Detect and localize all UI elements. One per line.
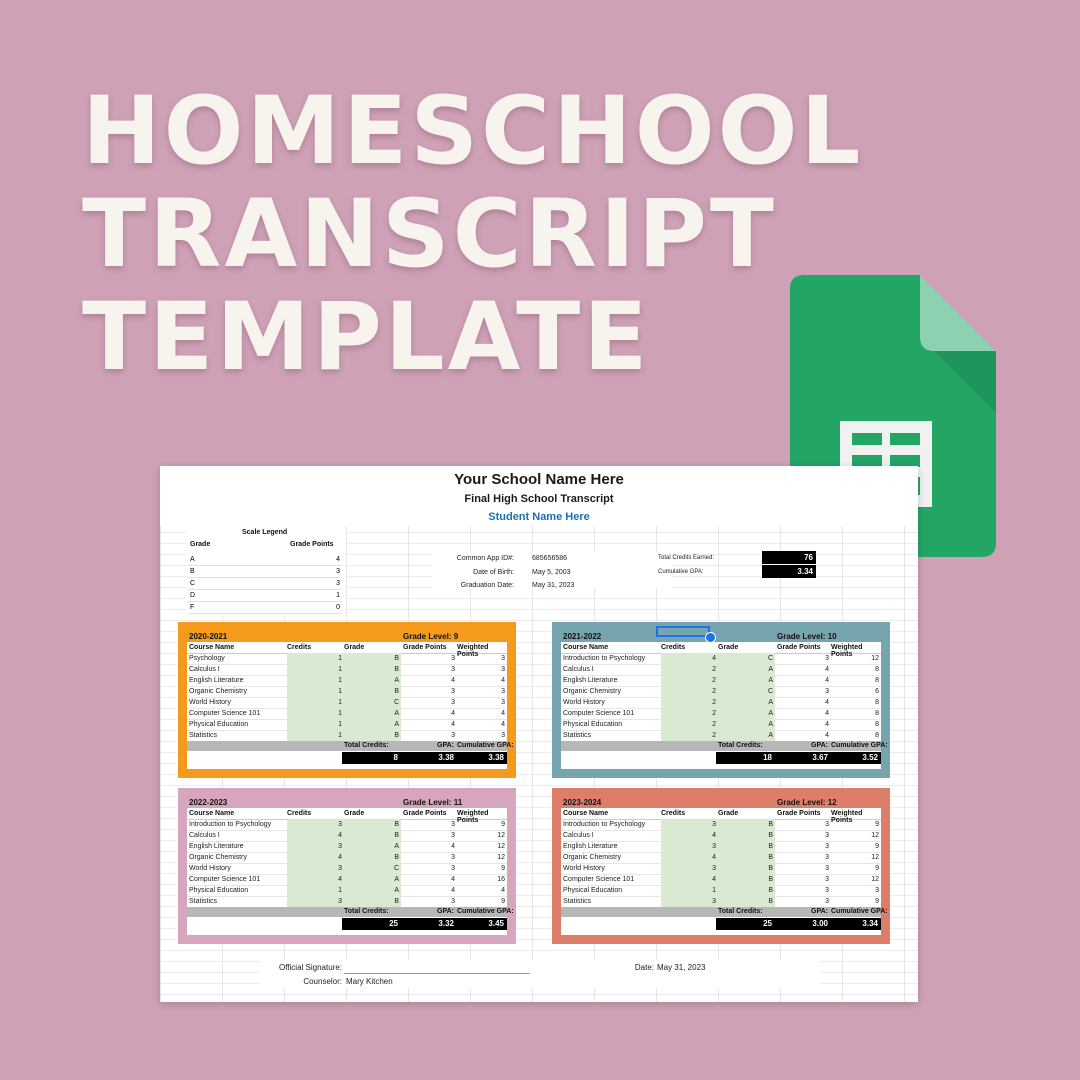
legend-grade: D [190,592,196,599]
course-grade-points: 4 [451,843,455,850]
course-weighted-points: 12 [871,876,879,883]
course-weighted-points: 4 [501,721,505,728]
course-grade[interactable]: B [344,819,401,830]
school-year[interactable]: 2022-2023 [189,798,228,807]
course-grade-points: 3 [451,854,455,861]
spreadsheet [160,466,918,1002]
total-credits-value: 25 [389,919,398,928]
course-weighted-points: 4 [501,710,505,717]
gpa-value: 3.00 [812,919,828,928]
course-grade[interactable]: C [718,653,775,664]
course-weighted-points: 8 [875,699,879,706]
course-credits[interactable]: 3 [287,863,344,874]
course-grade-points: 4 [451,876,455,883]
course-grade[interactable]: B [718,830,775,841]
grade-header: Grade [718,644,739,651]
course-weighted-points: 8 [875,721,879,728]
course-credits[interactable]: 4 [661,653,718,664]
course-weighted-points: 3 [501,732,505,739]
course-grade-points: 4 [825,710,829,717]
grade-level[interactable]: Grade Level: 10 [777,632,837,641]
course-name[interactable]: Calculus I [563,666,594,673]
course-name[interactable]: Statistics [189,732,218,739]
course-grade-points: 3 [825,898,829,905]
course-credits[interactable]: 1 [661,885,718,896]
course-name[interactable]: English Literature [189,843,244,850]
course-credits[interactable]: 1 [287,664,344,675]
date-label: Date: [634,963,654,972]
counselor-label: Counselor: [303,977,342,986]
gpa-value: 3.67 [812,753,828,762]
course-name[interactable]: World History [563,865,605,872]
legend-title: Scale Legend [242,529,288,536]
course-weighted-points: 12 [871,655,879,662]
course-name[interactable]: World History [189,865,231,872]
legend-grade-header: Grade [190,541,211,548]
cumulative-gpa-value[interactable]: 3.34 [762,565,816,578]
course-credits[interactable]: 4 [661,874,718,885]
totals-values [716,918,881,930]
course-credits[interactable]: 2 [661,719,718,730]
course-grade[interactable]: B [718,874,775,885]
totals-values [342,752,507,764]
course-grade-points: 3 [825,876,829,883]
course-grade-points: 3 [451,865,455,872]
total-credits-label: Total Credits: [344,742,389,749]
course-weighted-points: 4 [501,887,505,894]
course-name[interactable]: World History [563,699,605,706]
course-name[interactable]: Computer Science 101 [189,710,261,717]
grade-level[interactable]: Grade Level: 11 [403,798,463,807]
course-credits[interactable]: 3 [287,841,344,852]
course-weighted-points: 9 [875,843,879,850]
course-grade-points: 4 [451,710,455,717]
course-weighted-points: 9 [501,865,505,872]
school-year[interactable]: 2020-2021 [189,632,228,641]
gpa-label: GPA: [437,908,454,915]
course-grade-points: 3 [825,865,829,872]
course-credits[interactable]: 3 [661,819,718,830]
legend-grade: C [190,580,196,587]
course-grade[interactable]: A [344,675,401,686]
course-credits[interactable]: 1 [287,730,344,741]
course-weighted-points: 8 [875,677,879,684]
headline [82,77,864,392]
legend-row [188,602,342,614]
course-grade-points: 4 [825,666,829,673]
cumulative-gpa-label: Cumulative GPA: [457,908,514,915]
course-weighted-points: 3 [501,688,505,695]
course-weighted-points: 6 [875,688,879,695]
signature-line[interactable] [344,973,530,974]
course-grade[interactable]: A [344,708,401,719]
year-block-2021-2022 [552,622,890,778]
course-name-header: Course Name [189,810,235,817]
course-weighted-points: 3 [501,655,505,662]
course-grade[interactable]: A [344,874,401,885]
course-credits[interactable]: 2 [661,697,718,708]
totals-values [716,752,881,764]
course-name[interactable]: Calculus I [563,832,594,839]
course-grade-points: 3 [825,832,829,839]
course-grade[interactable]: C [344,697,401,708]
legend-points-header: Grade Points [290,541,334,548]
legend-row [188,578,342,590]
course-weighted-points: 9 [875,821,879,828]
course-grade[interactable]: B [344,896,401,907]
graduation-value[interactable]: May 31, 2023 [532,582,575,589]
course-name[interactable]: Statistics [189,898,218,905]
course-grade-points: 3 [451,688,455,695]
course-credits[interactable]: 3 [287,896,344,907]
course-name[interactable]: Computer Science 101 [563,876,635,883]
total-credits-value: 18 [763,753,772,762]
course-grade[interactable]: A [718,708,775,719]
legend-row [188,554,342,566]
totals-values [342,918,507,930]
course-name[interactable]: English Literature [189,677,244,684]
course-credits[interactable]: 4 [661,852,718,863]
course-grade[interactable]: A [344,719,401,730]
total-credits-label: Total Credits: [344,908,389,915]
course-credits[interactable]: 1 [287,653,344,664]
course-grade[interactable]: A [718,675,775,686]
course-grade[interactable]: B [344,730,401,741]
course-name[interactable]: Computer Science 101 [563,710,635,717]
selected-cell[interactable] [656,626,710,637]
total-credits-value[interactable]: 76 [762,551,816,564]
gpa-value: 3.38 [438,753,454,762]
course-credits[interactable]: 1 [287,675,344,686]
selection-handle[interactable] [705,632,716,643]
course-grade-points: 3 [825,887,829,894]
course-weighted-points: 3 [501,666,505,673]
course-grade[interactable]: A [718,730,775,741]
course-name[interactable]: Introduction to Psychology [189,821,272,828]
course-weighted-points: 9 [875,865,879,872]
grade-header: Grade [344,644,365,651]
grade-header: Grade [718,810,739,817]
course-name[interactable]: Calculus I [189,832,220,839]
total-credits-label: Total Credits Earned: [658,555,715,561]
cumulative-gpa-label: Cumulative GPA: [831,742,888,749]
cumulative-gpa-value: 3.52 [862,753,878,762]
year-block-2020-2021 [178,622,516,778]
course-grade-points: 3 [451,832,455,839]
legend-grade: F [190,604,195,611]
date-value[interactable]: May 31, 2023 [657,963,706,972]
gpa-label: GPA: [811,908,828,915]
course-name[interactable]: Computer Science 101 [189,876,261,883]
course-grade[interactable]: A [718,697,775,708]
headline-line-3: TEMPLATE [82,283,651,392]
total-credits-label: Total Credits: [718,908,763,915]
cumulative-gpa-value: 3.34 [862,919,878,928]
course-credits[interactable]: 2 [661,686,718,697]
course-weighted-points: 12 [497,832,505,839]
total-credits-value: 25 [763,919,772,928]
year-header [187,631,507,642]
signature-label: Official Signature: [279,963,342,972]
course-grade-points: 3 [451,655,455,662]
gpa-label: GPA: [437,742,454,749]
course-grade[interactable]: B [718,885,775,896]
course-name[interactable]: Introduction to Psychology [563,655,646,662]
year-header [187,797,507,808]
school-year[interactable]: 2023-2024 [563,798,602,807]
legend-points: 0 [336,604,340,611]
course-name[interactable]: English Literature [563,677,618,684]
course-weighted-points: 8 [875,666,879,673]
course-credits[interactable]: 2 [661,675,718,686]
gpa-label: GPA: [811,742,828,749]
course-name-header: Course Name [563,810,609,817]
credits-header: Credits [287,644,312,651]
headline-line-2: TRANSCRIPT [82,180,777,289]
grade-points-header: Grade Points [777,644,821,651]
legend-points: 3 [336,568,340,575]
course-grade-points: 4 [825,677,829,684]
course-grade-points: 3 [451,821,455,828]
graduation-label: Graduation Date: [460,582,514,589]
course-name[interactable]: Introduction to Psychology [563,821,646,828]
course-grade-points: 3 [451,699,455,706]
course-weighted-points: 3 [875,887,879,894]
course-credits[interactable]: 3 [661,863,718,874]
course-name[interactable]: Physical Education [563,887,623,894]
school-year[interactable]: 2021-2022 [563,632,602,641]
course-grade-points: 4 [825,699,829,706]
totals-labels [561,907,888,917]
course-name[interactable]: Organic Chemistry [189,688,247,695]
course-name[interactable]: World History [189,699,231,706]
grade-points-header: Grade Points [403,810,447,817]
year-header [561,631,881,642]
course-credits[interactable]: 4 [287,830,344,841]
course-credits[interactable]: 2 [661,708,718,719]
course-grade-points: 3 [825,655,829,662]
totals-labels [187,907,514,917]
grade-points-header: Grade Points [777,810,821,817]
course-credits[interactable]: 1 [287,697,344,708]
course-credits[interactable]: 4 [287,852,344,863]
course-name-header: Course Name [189,644,235,651]
course-grade-points: 3 [825,843,829,850]
course-grade-points: 3 [825,821,829,828]
totals-labels [187,741,514,751]
weighted-points-header: Weighted Points [457,810,489,824]
course-credits[interactable]: 2 [661,664,718,675]
grade-level[interactable]: Grade Level: 9 [403,632,459,641]
year-block-2023-2024 [552,788,890,944]
course-name[interactable]: Organic Chemistry [563,688,621,695]
cumulative-gpa-label: Cumulative GPA: [658,569,704,575]
course-name[interactable]: Statistics [563,732,592,739]
course-grade-points: 3 [825,688,829,695]
course-credits[interactable]: 3 [661,841,718,852]
legend-grade: B [190,568,195,575]
course-credits[interactable]: 2 [661,730,718,741]
course-grade[interactable]: B [344,664,401,675]
total-credits-label: Total Credits: [718,742,763,749]
course-name[interactable]: Organic Chemistry [563,854,621,861]
legend-points: 4 [336,556,340,563]
headline-line-1: HOMESCHOOL [82,77,864,186]
gpa-value: 3.32 [438,919,454,928]
course-name[interactable]: Physical Education [189,887,249,894]
cumulative-gpa-label: Cumulative GPA: [831,908,888,915]
course-name-header: Course Name [563,644,609,651]
course-grade[interactable]: B [718,896,775,907]
course-weighted-points: 8 [875,710,879,717]
weighted-points-header: Weighted Points [831,644,863,658]
course-grade[interactable]: B [344,653,401,664]
course-weighted-points: 12 [497,843,505,850]
course-grade[interactable]: B [718,819,775,830]
course-name[interactable]: Physical Education [189,721,249,728]
course-grade-points: 3 [451,732,455,739]
course-weighted-points: 9 [875,898,879,905]
course-weighted-points: 3 [501,699,505,706]
dob-value[interactable]: May 5, 2003 [532,569,571,576]
totals-labels [561,741,888,751]
course-name[interactable]: Statistics [563,898,592,905]
credits-header: Credits [661,810,686,817]
course-name[interactable]: English Literature [563,843,618,850]
course-grade[interactable]: B [344,830,401,841]
year-block-2022-2023 [178,788,516,944]
weighted-points-header: Weighted Points [457,644,489,658]
course-grade[interactable]: A [718,664,775,675]
course-weighted-points: 16 [497,876,505,883]
legend-points: 1 [336,592,340,599]
legend-row [188,590,342,602]
course-name[interactable]: Organic Chemistry [189,854,247,861]
course-grade-points: 3 [451,666,455,673]
course-grade-points: 4 [451,887,455,894]
course-weighted-points: 12 [871,832,879,839]
course-grade[interactable]: C [718,686,775,697]
course-name[interactable]: Physical Education [563,721,623,728]
common-app-label: Common App ID#: [456,555,514,562]
course-credits[interactable]: 1 [287,719,344,730]
grade-header: Grade [344,810,365,817]
course-grade[interactable]: A [344,885,401,896]
course-grade[interactable]: B [344,852,401,863]
school-name[interactable]: Your School Name Here [160,471,918,488]
course-grade[interactable]: B [718,852,775,863]
course-weighted-points: 4 [501,677,505,684]
course-credits[interactable]: 1 [287,686,344,697]
course-weighted-points: 8 [875,732,879,739]
course-grade-points: 4 [825,721,829,728]
course-weighted-points: 9 [501,898,505,905]
course-weighted-points: 9 [501,821,505,828]
cumulative-gpa-value: 3.45 [488,919,504,928]
legend-row [188,566,342,578]
total-credits-value: 8 [393,753,398,762]
course-weighted-points: 12 [497,854,505,861]
course-grade-points: 4 [451,721,455,728]
course-grade[interactable]: B [344,686,401,697]
cumulative-gpa-label: Cumulative GPA: [457,742,514,749]
legend-grade: A [190,556,195,563]
course-name[interactable]: Psychology [189,655,225,662]
course-credits[interactable]: 1 [287,708,344,719]
cumulative-gpa-value: 3.38 [488,753,504,762]
course-grade-points: 4 [825,732,829,739]
course-grade[interactable]: A [718,719,775,730]
common-app-value[interactable]: 685656586 [532,555,568,562]
counselor-value[interactable]: Mary Kitchen [346,977,393,986]
student-name[interactable]: Student Name Here [488,511,590,523]
course-credits[interactable]: 3 [661,896,718,907]
course-weighted-points: 12 [871,854,879,861]
legend-points: 3 [336,580,340,587]
course-grade-points: 3 [825,854,829,861]
transcript-title[interactable]: Final High School Transcript [464,493,614,505]
course-grade[interactable]: B [718,863,775,874]
course-credits[interactable]: 3 [287,819,344,830]
course-credits[interactable]: 1 [287,885,344,896]
course-grade[interactable]: C [344,863,401,874]
course-credits[interactable]: 4 [287,874,344,885]
dob-label: Date of Birth: [473,569,514,576]
credits-header: Credits [287,810,312,817]
grade-points-header: Grade Points [403,644,447,651]
course-grade-points: 4 [451,677,455,684]
weighted-points-header: Weighted Points [831,810,863,824]
course-credits[interactable]: 4 [661,830,718,841]
course-grade[interactable]: B [718,841,775,852]
year-header [561,797,881,808]
credits-header: Credits [661,644,686,651]
course-grade[interactable]: A [344,841,401,852]
course-name[interactable]: Calculus I [189,666,220,673]
grade-level[interactable]: Grade Level: 12 [777,798,837,807]
course-grade-points: 3 [451,898,455,905]
